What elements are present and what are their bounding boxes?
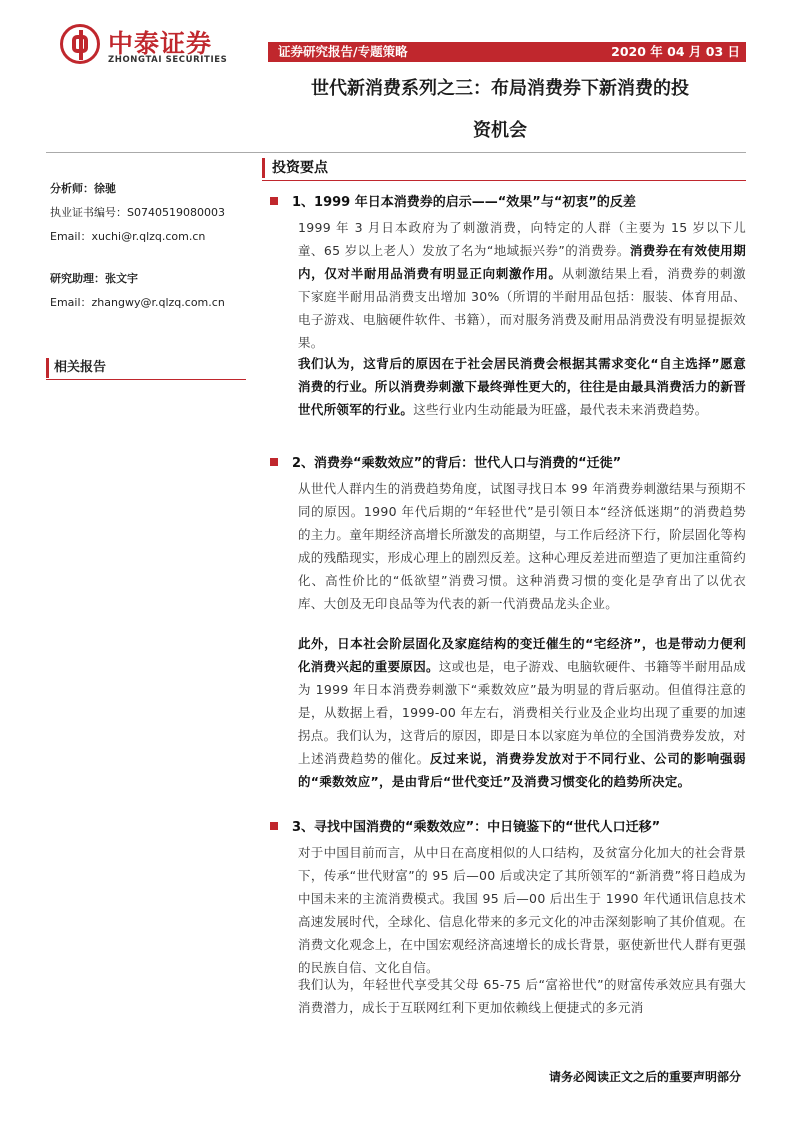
report-title-line-2: 资机会 — [473, 120, 527, 141]
s1-p2-text: 这些行业内生动能最为旺盛，最代表未来消费趋势。 — [413, 402, 708, 417]
section-3-paragraph-2 — [298, 973, 746, 1019]
section-2-heading — [270, 452, 746, 471]
report-date: 2020 年 04 月 03 日 — [611, 44, 740, 59]
company-logo — [60, 24, 240, 72]
bullet-square-icon — [270, 458, 278, 466]
section-1-title: 1、1999 年日本消费券的启示——“效果”与“初衷”的反差 — [292, 195, 636, 210]
section-1-heading — [270, 191, 746, 210]
bullet-square-icon — [270, 197, 278, 205]
analyst-name: 徐驰 — [94, 182, 116, 195]
heading-underline — [46, 379, 246, 380]
s2-p2-emphasis-c: 反过来说，消费券发放对于不同行业、公司的影响强弱的“乘数效应”，是由背后“世代变迁”及消费习惯变化的趋势所决定。 — [298, 751, 746, 789]
analyst-label: 分析师： — [50, 182, 94, 195]
section-2-paragraph-1 — [298, 477, 746, 615]
section-1-paragraph-1 — [298, 216, 746, 354]
cert-label: 执业证书编号： — [50, 206, 127, 219]
report-title-line-1: 世代新消费系列之三：布局消费券下新消费的投 — [311, 78, 689, 99]
assistant-name: 张文宇 — [105, 272, 138, 285]
bullet-square-icon — [270, 822, 278, 830]
s1-p1-text-c: 从刺激结果上看，消费券的刺激下家庭半耐用品消费支出增加 30%（所谓的半耐用品包括：服装、体育用品、电子游戏、电脑硬件软件、书籍），而对服务消费及耐用品消费没有明显提振效果。 — [298, 266, 746, 350]
section-1-paragraph-2 — [298, 352, 746, 421]
s1-p1-emphasis: 消费券在有效使用期内，仅对半耐用品消费有明显正向刺激作用。 — [298, 243, 747, 281]
section-3-heading — [270, 816, 746, 835]
logo-english-name: ZHONGTAI SECURITIES — [108, 55, 228, 65]
s2-p1-text: 从世代人群内生的消费趋势角度，试图寻找日本 99 年消费券刺激结果与预期不同的原因。1990 年代后期的“年轻世代”是引领日本“经济低迷期”的消费趋势的主力。童年期经济高增长所激发的高期望，与工作后经济下行，阶层固化等构成的残酷现实，形成心理上的剧烈反差。这种心理反差进而塑造了更加注重简约化、高性价比的“低欲望”消费习惯。这种消费习惯的变化是孕育出了以优衣库、大创及无印良品等为代表的新一代消费品龙头企业。 — [298, 481, 747, 611]
assistant-label: 研究助理： — [50, 272, 105, 285]
related-reports-title: 相关报告 — [54, 360, 107, 375]
cert-number: S0740519080003 — [127, 206, 225, 219]
section-3-title: 3、寻找中国消费的“乘数效应”：中日镜鉴下的“世代人口迁移” — [292, 820, 661, 835]
header-divider — [46, 152, 746, 153]
heading-accent-bar — [262, 158, 265, 178]
s1-p1-text-a: 1999 年 3 月日本政府为了刺激消费，向特定的人群（主要为 15 岁以下儿童、65 岁以上老人）发放了名为“地域振兴券”的消费券。 — [298, 220, 746, 258]
s3-p2-text: 我们认为，年轻世代享受其父母 65-75 后“富裕世代”的财富传承效应具有强大消费潜力，成长于互联网红利下更加依赖线上便捷式的多元消 — [298, 977, 746, 1015]
analyst-line — [50, 180, 116, 196]
analyst-email-line — [50, 228, 205, 244]
s1-p2-emphasis: 我们认为，这背后的原因在于社会居民消费会根据其需求变化“自主选择”愿意消费的行业。所以消费券刺激下最终弹性更大的，往往是由最具消费活力的新晋世代所领军的行业。 — [298, 356, 747, 417]
heading-underline — [262, 180, 746, 181]
section-2-title: 2、消费券“乘数效应”的背后：世代人口与消费的“迁徙” — [292, 456, 622, 471]
report-type: 证券研究报告/专题策略 — [278, 44, 408, 59]
assistant-email[interactable]: zhangwy@r.qlzq.com.cn — [91, 296, 225, 309]
s2-p2-text: 这或也是，电子游戏、电脑软硬件、书籍等半耐用品成为 1999 年日本消费券刺激下“乘数效应”最为明显的背后驱动。但值得注意的是，从数据上看，1999-00 年左右，消费相关行业及企业均出现了重要的加速拐点。我们认为，这背后的原因，即是日本以家庭为单位的全国消费券发放，对上述消费趋势的催化。 — [298, 659, 747, 766]
email-label-2: Email： — [50, 296, 92, 309]
key-points-heading — [262, 157, 746, 179]
assistant-line — [50, 270, 138, 286]
assistant-email-line — [50, 294, 225, 310]
analyst-email[interactable]: xuchi@r.qlzq.com.cn — [91, 230, 206, 243]
logo-chinese-name: 中泰证券 — [108, 29, 213, 58]
s2-p2-emphasis-a: 此外，日本社会阶层固化及家庭结构的变迁催生的“宅经济”，也是带动力便利化消费兴起的重要原因。 — [298, 636, 746, 674]
key-points-title: 投资要点 — [272, 160, 328, 176]
s3-p1-text: 对于中国目前而言，从中日在高度相似的人口结构，及贫富分化加大的社会背景下，传承“世代财富”的 95 后—00 后或决定了其所领军的“新消费”将日趋成为中国未来的主流消费模式。我国 95 后—00 后出生于 1990 年代通讯信息技术高速发展时代，全球化、信息化带来的多元文化的冲击深刻影响了其价值观。在消费文化观念上，在中国宏观经济高速增长的成长背景，驱使新世代人群有更强的民族自信、文化自信。 — [298, 845, 747, 975]
section-3-paragraph-1 — [298, 841, 746, 979]
report-header-bar — [268, 42, 746, 62]
disclaimer-notice: 请务必阅读正文之后的重要声明部分 — [548, 1070, 741, 1084]
logo-mark-icon — [60, 24, 100, 64]
section-2-paragraph-2 — [298, 632, 746, 793]
related-reports-heading — [46, 358, 246, 378]
email-label: Email： — [50, 230, 92, 243]
cert-line — [50, 204, 225, 220]
heading-accent-bar — [46, 358, 49, 378]
